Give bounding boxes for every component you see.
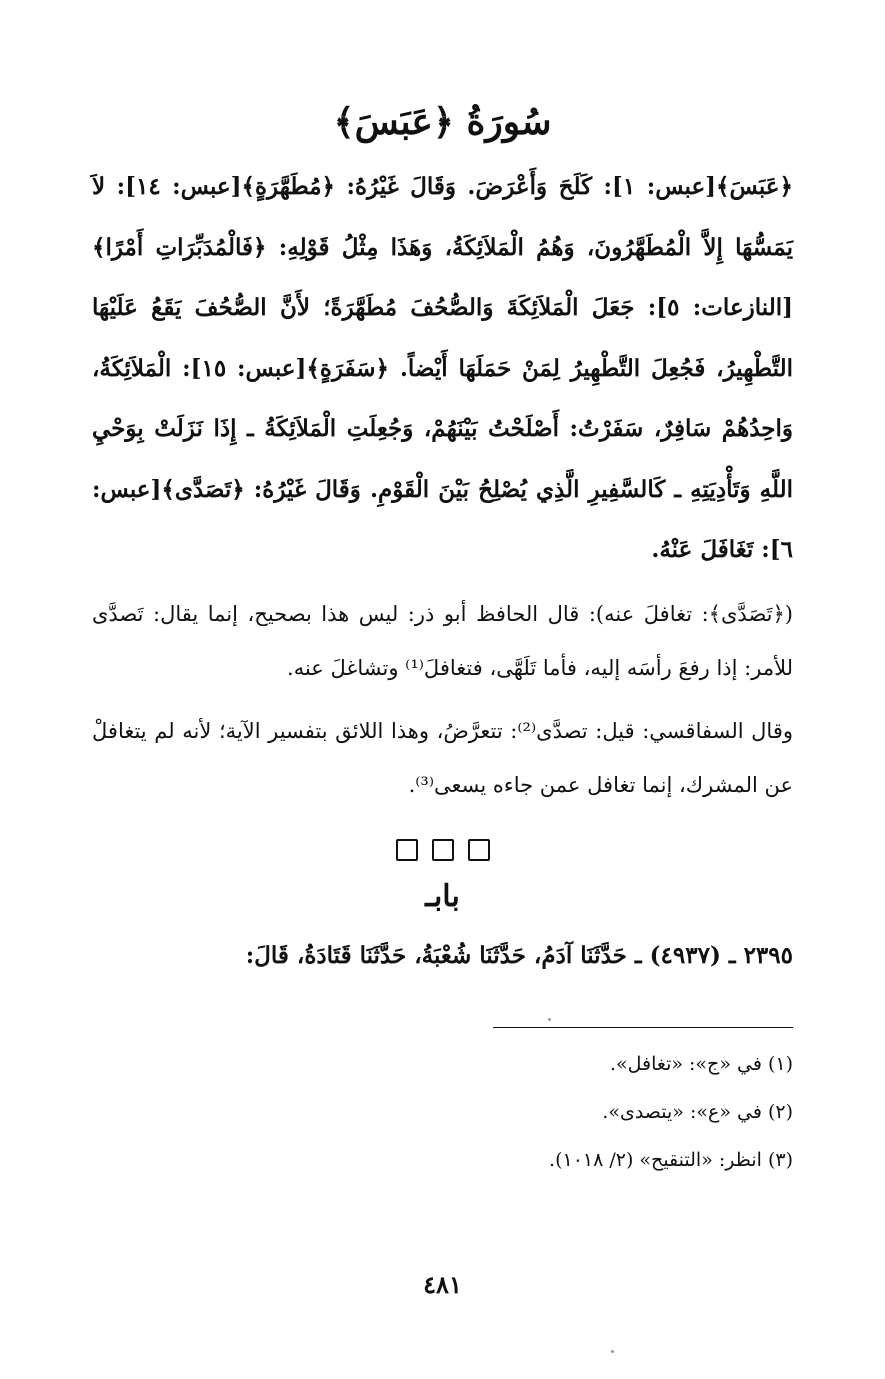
divider-square-icon xyxy=(396,839,418,861)
chapter-heading: بابـ xyxy=(425,878,460,914)
footnote-item: (١) في «ج»: «تغافل». xyxy=(609,1052,793,1075)
scan-speck xyxy=(611,1350,614,1353)
main-text-paragraph: ﴿عَبَسَ﴾[عبس: ١]: كَلَحَ وَأَعْرَضَ. وَقَالَ غَيْرُهُ: ﴿مُطَهَّرَةٍ﴾[عبس: ١٤]: لاَ يَمَسُّهَا إِلاَّ الْمُطَهَّرُونَ، وَهُمُ الْمَلاَئِكَةُ، وَهَذَا مِثْلُ قَوْلِهِ: ﴿فَالْمُدَبِّرَاتِ أَمْرًا﴾[النازعات: ٥]: جَعَلَ الْمَلاَئِكَةَ وَالصُّحُفَ مُطَهَّرَةً؛ لأَنَّ الصُّحُفَ يَقَعُ عَلَيْهَا التَّطْهِيرُ، فَجُعِلَ التَّطْهِيرُ لِمَنْ حَمَلَهَا أَيْضاً. ﴿سَفَرَةٍ﴾[عبس: ١٥]: الْمَلاَئِكَةُ، وَاحِدُهُمْ سَافِرٌ، سَفَرْتُ: أَصْلَحْتُ بَيْنَهُمْ، وَجُعِلَتِ الْمَلاَئِكَةُ ـ إِذَا نَزَلَتْ بِوَحْيِ اللَّهِ وَتَأْدِيَتِهِ ـ كَالسَّفِيرِ الَّذِي يُصْلِحُ بَيْنَ الْقَوْمِ. وَقَالَ غَيْرُهُ: ﴿تَصَدَّى﴾[عبس: ٦]: تَغَافَلَ عَنْهُ. xyxy=(92,173,794,563)
footnote-item: (٢) في «ع»: «يتصدى». xyxy=(602,1100,793,1123)
scan-speck xyxy=(548,1018,551,1021)
hadith-isnad-line: ٢٣٩٥ ـ (٤٩٣٧) ـ حَدَّثَنَا آدَمُ، حَدَّثَنَا شُعْبَةُ، حَدَّثَنَا قَتَادَةُ، قَالَ: xyxy=(245,941,793,969)
surah-title: سُورَةُ ﴿عَبَسَ﴾ xyxy=(333,101,552,143)
footnotes xyxy=(92,1040,793,1184)
page-number: ٤٨١ xyxy=(423,1270,462,1299)
footnote-item: (٣) انظر: «التنقيح» (٢/ ١٠١٨). xyxy=(549,1148,793,1171)
section-divider xyxy=(92,839,793,861)
footnote-separator xyxy=(493,1027,793,1028)
commentary-paragraph-1: (﴿تَصَدَّى﴾: تغافلَ عنه): قال الحافظ أبو ذر: ليس هذا بصحيح، إنما يقال: تَصدَّى للأمر: إذا رفعَ رأسَه إليه، فأما تَلَهَّى، فتغافلَ⁽¹⁾ وتشاغلَ عنه. xyxy=(92,601,793,680)
commentary-paragraph-2: وقال السفاقسي: قيل: تصدَّى⁽²⁾: تتعرَّضُ، وهذا اللائق بتفسير الآية؛ لأنه لم يتغافلْ عن المشرك، إنما تغافل عمن جاءه يسعى⁽³⁾. xyxy=(92,718,794,797)
divider-square-icon xyxy=(468,839,490,861)
divider-square-icon xyxy=(432,839,454,861)
